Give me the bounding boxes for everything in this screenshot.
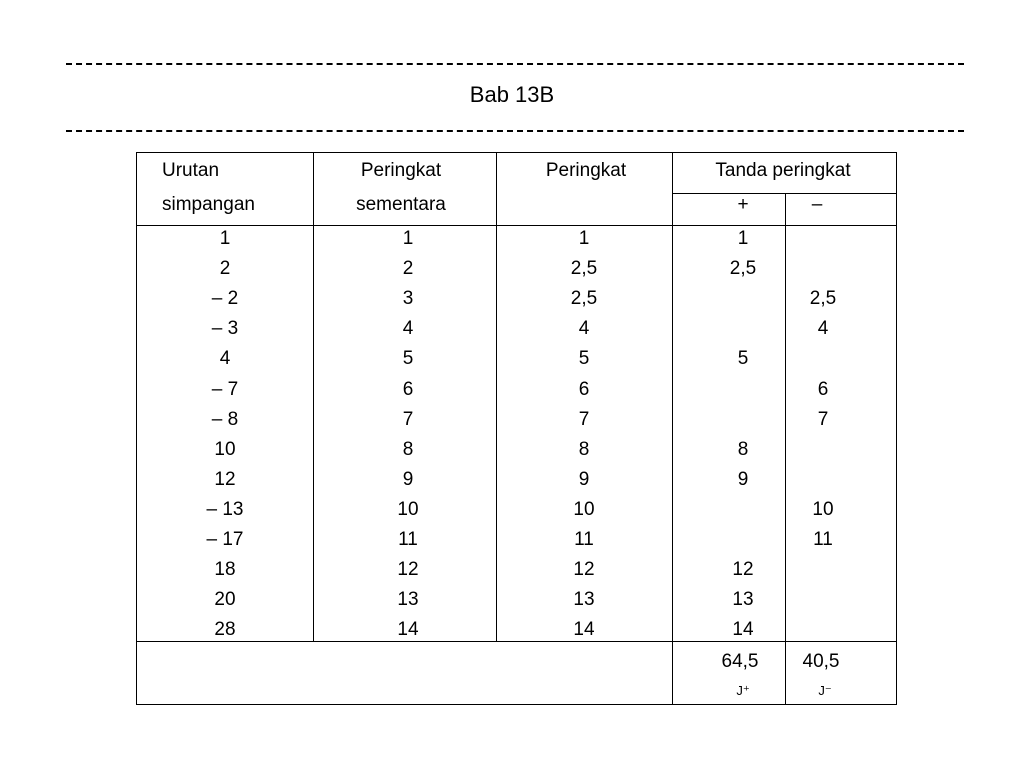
header-subdivider	[672, 193, 896, 194]
cell-peringkat-sementara: 8	[402, 438, 414, 460]
cell-urutan-simpangan: – 17	[206, 529, 244, 550]
cell-peringkat-sementara: 6	[402, 378, 414, 400]
cell-peringkat-sementara: 7	[402, 408, 414, 430]
cell-urutan-simpangan: – 2	[211, 288, 239, 310]
header-plus: +	[737, 194, 749, 215]
cell-peringkat-sementara: 9	[402, 468, 414, 490]
cell-peringkat: 2,5	[570, 258, 598, 280]
total-minus-label: J⁻	[818, 683, 832, 698]
cell-peringkat-sementara: 10	[397, 498, 419, 520]
total-plus-label: J⁺	[736, 683, 750, 698]
cell-tanda-minus: 10	[812, 498, 834, 520]
header-bottom-rule	[137, 225, 896, 226]
cell-peringkat: 2,5	[570, 288, 598, 310]
cell-urutan-simpangan: – 8	[211, 408, 239, 430]
cell-peringkat: 12	[573, 559, 595, 581]
cell-urutan-simpangan: 18	[214, 559, 236, 581]
cell-peringkat-sementara: 14	[397, 619, 419, 641]
cell-peringkat: 4	[578, 318, 590, 340]
header-urutan: Urutan	[162, 160, 220, 181]
page-title: Bab 13B	[469, 82, 555, 107]
body-bottom-rule	[137, 641, 896, 642]
cell-peringkat: 13	[573, 589, 595, 611]
cell-urutan-simpangan: – 7	[211, 378, 239, 400]
cell-urutan-simpangan: – 13	[206, 498, 244, 520]
cell-tanda-plus: 9	[737, 468, 749, 490]
cell-urutan-simpangan: 12	[214, 468, 236, 490]
cell-tanda-plus: 14	[732, 619, 754, 641]
cell-peringkat: 8	[578, 438, 590, 460]
cell-peringkat: 7	[578, 408, 590, 430]
cell-tanda-minus: 6	[817, 378, 829, 400]
total-minus: 40,5	[802, 651, 840, 672]
column-divider	[496, 153, 497, 641]
cell-peringkat: 9	[578, 468, 590, 490]
cell-peringkat-sementara: 3	[402, 288, 414, 310]
cell-peringkat: 5	[578, 348, 590, 370]
column-divider	[313, 153, 314, 641]
cell-tanda-minus: 4	[817, 318, 829, 340]
cell-tanda-plus: 13	[732, 589, 754, 611]
cell-urutan-simpangan: – 3	[211, 318, 239, 340]
cell-tanda-plus: 12	[732, 559, 754, 581]
cell-tanda-minus: 11	[813, 529, 833, 550]
cell-tanda-plus: 5	[737, 348, 749, 370]
cell-tanda-plus: 2,5	[729, 258, 757, 280]
header-tanda-peringkat: Tanda peringkat	[715, 160, 851, 181]
cell-urutan-simpangan: 1	[219, 228, 231, 249]
top-dashed-rule	[66, 63, 964, 65]
cell-urutan-simpangan: 20	[214, 589, 236, 611]
cell-peringkat-sementara: 2	[402, 258, 414, 280]
header-minus: –	[811, 194, 823, 215]
cell-peringkat-sementara: 12	[397, 559, 419, 581]
cell-peringkat: 6	[578, 378, 590, 400]
cell-urutan-simpangan: 10	[214, 438, 236, 460]
header-peringkat: Peringkat	[545, 160, 627, 181]
cell-peringkat: 10	[573, 498, 595, 520]
cell-tanda-plus: 1	[737, 228, 749, 249]
cell-peringkat-sementara: 1	[402, 228, 414, 249]
cell-peringkat: 11	[574, 529, 594, 550]
rank-table	[136, 152, 897, 705]
cell-tanda-minus: 7	[817, 408, 829, 430]
column-divider	[672, 153, 673, 704]
cell-peringkat-sementara: 4	[402, 318, 414, 340]
header-peringkat-sementara-2: sementara	[356, 194, 446, 215]
cell-peringkat-sementara: 11	[398, 529, 418, 550]
header-peringkat-sementara-1: Peringkat	[360, 160, 442, 181]
cell-urutan-simpangan: 2	[219, 258, 231, 280]
cell-peringkat: 14	[573, 619, 595, 641]
cell-urutan-simpangan: 4	[219, 348, 231, 370]
cell-tanda-minus: 2,5	[809, 288, 837, 310]
cell-tanda-plus: 8	[737, 438, 749, 460]
total-plus: 64,5	[721, 651, 759, 672]
cell-peringkat-sementara: 13	[397, 589, 419, 611]
header-simpangan: simpangan	[162, 194, 255, 215]
column-divider	[785, 193, 786, 704]
bottom-dashed-rule	[66, 130, 964, 132]
cell-urutan-simpangan: 28	[214, 619, 236, 641]
cell-peringkat-sementara: 5	[402, 348, 414, 370]
cell-peringkat: 1	[578, 228, 590, 249]
